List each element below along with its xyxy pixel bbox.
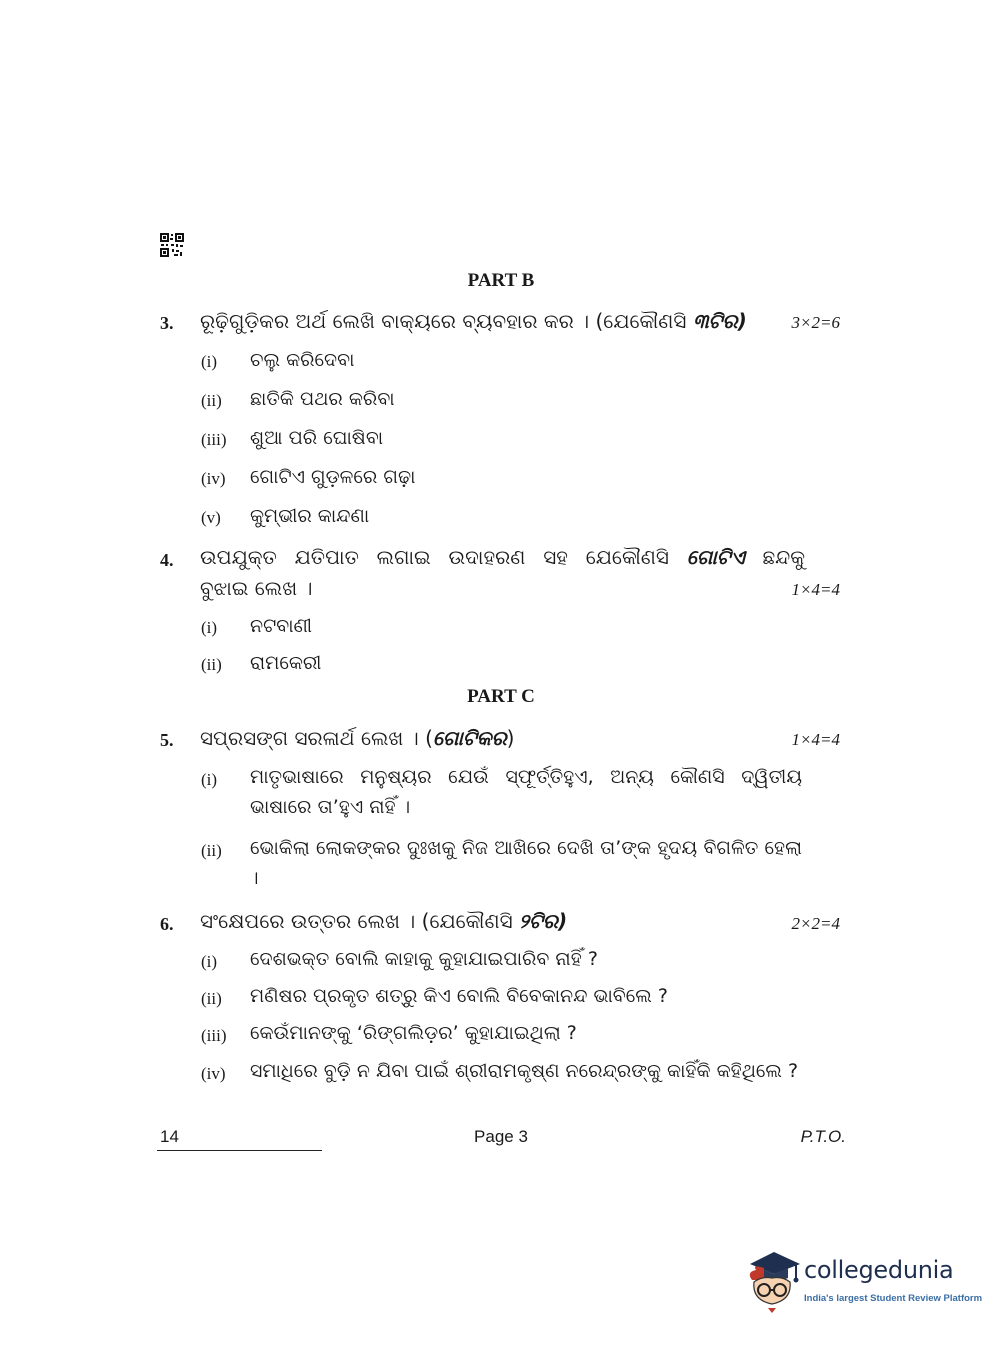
sub-question-number: (i) — [201, 770, 218, 789]
marks-allocation: 2×2=4 — [791, 914, 840, 933]
sub-question-number: (ii) — [201, 841, 222, 860]
sub-question-text: ରାମକେରୀ — [250, 652, 322, 674]
question-emphasis: ଗୋଟିକର — [432, 726, 507, 750]
marks-allocation: 1×4=4 — [791, 580, 840, 599]
sub-question-number: (ii) — [201, 989, 222, 1008]
question-emphasis: ୨ଟିର) — [518, 909, 568, 933]
part-c-heading: PART C — [467, 686, 535, 707]
paper-code: 14 — [160, 1127, 179, 1146]
sub-question-text: କୁମ୍ଭୀର କାନ୍ଦଣା — [250, 505, 370, 527]
logo-wordmark: collegedunia — [804, 1256, 954, 1284]
sub-question-number: (v) — [201, 508, 221, 527]
sub-question-text: ଶୁଆ ପରି ଘୋଷିବା — [250, 427, 384, 449]
question-text-continued: ବୁଝାଇ ଲେଖ । — [200, 576, 313, 600]
part-b-heading: PART B — [467, 270, 535, 291]
sub-question-text: ମାତୃଭାଷାରେ ମନୁଷ୍ୟର ଯେଉଁ ସ୍ଫୂର୍ତ୍ତିହୁଏ, ଅନ୍ୟ କୌଣସି ଦ୍ୱିତୀୟ ଭାଷାରେ ତା’ହୁଏ ନାହିଁ । — [250, 766, 802, 818]
sub-question-text: ସମାଧିରେ ବୁଡ଼ି ନ ଯିବା ପାଇଁ ଶ୍ରୀରାମକୃଷ୍ଣ ନରେନ୍ଦ୍ରଙ୍କୁ କାହିଁକି କହିଥିଲେ ? — [250, 1060, 799, 1082]
sub-question-number: (i) — [201, 352, 218, 371]
question-text: ଉପଯୁକ୍ତ ଯତିପାତ ଲଗାଇ ଉଦାହରଣ ସହ ଯେକୌଣସି ଗୋଟିଏ ଛନ୍ଦକୁ — [200, 545, 806, 569]
collegedunia-logo — [742, 1250, 983, 1314]
sub-question-text: ଦେଶଭକ୍ତ ବୋଲି କାହାକୁ କୁହାଯାଇପାରିବ ନାହିଁ ? — [250, 948, 598, 970]
mascot-icon — [742, 1250, 802, 1314]
sub-question-text: ମଣିଷର ପ୍ରକୃତ ଶତ୍ରୁ କିଏ ବୋଲି ବିବେକାନନ୍ଦ ଭାବିଲେ ? — [250, 985, 668, 1007]
question-text: ରୂଢ଼ିଗୁଡ଼ିକର ଅର୍ଥ ଲେଖି ବାକ୍ୟରେ ବ୍ୟବହାର କର । (ଯେକୌଣସି ୩ଟିର) — [200, 309, 747, 333]
question-number: 5. — [160, 730, 174, 750]
sub-question-text: କେଉଁମାନଙ୍କୁ ‘ରିଙ୍ଗଲିଡ଼ର’ କୁହାଯାଇଥିଲା ? — [250, 1022, 577, 1044]
sub-question-text: ଛାତିକି ପଥର କରିବା — [250, 388, 395, 410]
marks-allocation: 3×2=6 — [791, 313, 840, 332]
question-number: 3. — [160, 313, 174, 333]
sub-question-number: (ii) — [201, 655, 222, 674]
page-number: Page 3 — [474, 1127, 528, 1146]
sub-question-text: ଭୋକିଲା ଲୋକଙ୍କର ଦୁଃଖକୁ ନିଜ ଆଖିରେ ଦେଖି ତା’ଙ୍କ ହୃଦୟ ବିଗଳିତ ହେଲା । — [250, 837, 802, 889]
sub-question-number: (iv) — [201, 1064, 226, 1083]
question-text: ସଂକ୍ଷେପରେ ଉତ୍ତର ଲେଖ । (ଯେକୌଣସି ୨ଟିର) — [200, 909, 568, 933]
question-text: ସପ୍ରସଙ୍ଗ ସରଳାର୍ଥ ଲେଖ । (ଗୋଟିକର) — [200, 726, 515, 750]
sub-question-text: ଚଲୁ କରିଦେବା — [250, 349, 355, 371]
sub-question-number: (iv) — [201, 469, 226, 488]
footer-rule — [157, 1150, 322, 1151]
logo-tagline: India's largest Student Review Platform — [804, 1293, 983, 1304]
sub-question-text: ନଟବାଣୀ — [250, 615, 313, 637]
qr-code-icon — [160, 233, 184, 257]
question-emphasis: ଗୋଟିଏ — [686, 545, 745, 569]
marks-allocation: 1×4=4 — [791, 730, 840, 749]
question-number: 4. — [160, 550, 174, 570]
sub-question-number: (i) — [201, 952, 218, 971]
question-emphasis: ୩ଟିର) — [692, 309, 747, 333]
sub-question-number: (iii) — [201, 1026, 227, 1045]
question-number: 6. — [160, 914, 174, 934]
please-turn-over: P.T.O. — [800, 1127, 846, 1146]
sub-question-number: (iii) — [201, 430, 227, 449]
sub-question-text: ଗୋଟିଏ ଗୁଡ଼ଳରେ ଗଢ଼ା — [250, 466, 416, 488]
sub-question-number: (i) — [201, 618, 218, 637]
sub-question-number: (ii) — [201, 391, 222, 410]
